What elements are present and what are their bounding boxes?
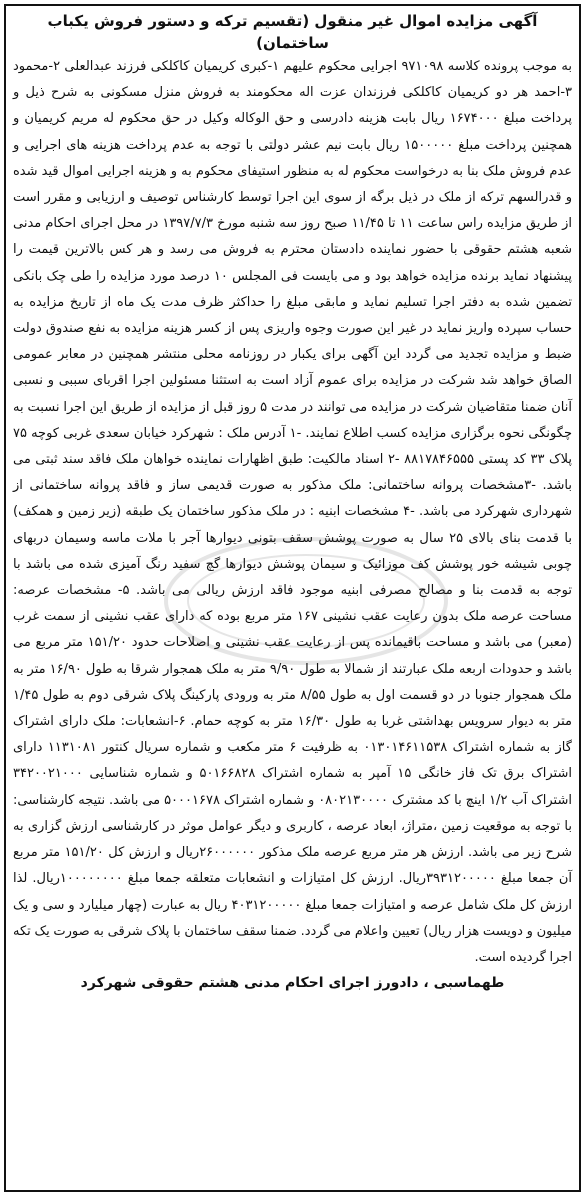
notice-signature: طهماسبی ، دادورز اجرای احکام مدنی هشتم حقوقی شهرکرد (80, 975, 505, 992)
notice-title: آگهی مزایده اموال غیر منقول (تقسیم ترکه و دستور فروش یکباب ساختمان) (47, 12, 538, 52)
auction-notice (4, 4, 581, 1192)
notice-body: به موجب پرونده کلاسه ۹۷۱۰۹۸ اجرایی محکوم علیهم ۱-کبری کریمیان کاکلکی فرزند عبدالعلی ۲-محمود ۳-احمد هر دو کریمیان کاکلکی فرزندان عزت اله محکومند به فروش منزل مسکونی به شرح ذیل و پرداخت مبلغ ۱۶۷۴۰۰۰ ریال بابت هزینه دادرسی و حق الوکاله وکیل در حق محکوم له مریم کریمیان و همچنین پرداخت مبلغ ۱۵۰۰۰۰۰ ریال بابت نیم عشر دولتی با توجه به عدم پرداخت هزینه های اجرایی و عدم فروش ملک بنا به درخواست محکوم له به منظور استیفای محکوم به و هزینه اجرایی اموال قید شده و قدرالسهم ترکه از ملک در ذیل برگه از سوی این اجرا توسط کارشناس توصیف و ارزیابی و مقرر است از طریق مزایده راس ساعت ۱۱ تا ۱۱/۴۵ صبح روز سه شنبه مورخ ۱۳۹۷/۷/۳ در محل اجرای احکام مدنی شعبه هشتم حقوقی با حضور نماینده دادستان محترم به فروش می رسد و هر کس بالاترین قیمت را پیشنهاد نماید برنده مزایده خواهد بود و می بایست فی المجلس ۱۰ درصد مورد مزایده را طی چک بانکی تضمین شده به دفتر اجرا تسلیم نماید و مابقی مبلغ را حداکثر ظرف مدت یک ماه از تاریخ مزایده به حساب سپرده واریز نماید در غیر این صورت وجوه واریزی پس از کسر هزینه مزایده به نفع صندوق دولت ضبط و مزایده تجدید می گردد این آگهی برای یکبار در روزنامه محلی منتشر همچنین در معابر عمومی الصاق خواهد شد شرکت در مزایده برای عموم آزاد است به استثنا مسئولین اجرا اقربای سببی و نسبی آنان ضمنا متقاضیان شرکت در مزایده می توانند در مدت ۵ روز قبل از مزایده از طریق این اجرا نسبت به چگونگی نحوه برگزاری مزایده کسب اطلاع نمایند. -۱ آدرس ملک : شهرکرد خیابان سعدی غربی کوچه ۷۵ پلاک ۳۳ کد پستی ۸۸۱۷۸۴۶۵۵۵ -۲ اسناد مالکیت: طبق اظهارات نماینده خواهان ملک فاقد سند ثبتی می باشد. -۳مشخصات پروانه ساختمانی: ملک مذکور به صورت قدیمی ساز و فاقد پروانه ساختمانی از شهرداری شهرکرد می باشد. -۴ مشخصات ابنیه : در ملک مذکور ساختمان یک طبقه (زیر زمین و همکف) با قدمت بنای بالای ۲۵ سال به صورت پوشش سقف بتونی دیوارها آجر با ملات ماسه وسیمان دربهای چوبی شیشه خور پوشش کف موزائیک و سیمان پوشش دیوارها گچ سفید رنگ آمیزی شده می باشد با توجه به قدمت بنا و مصالح مصرفی ابنیه موجود فاقد ارزش ریالی می باشد. ۵- مشخصات عرصه: مساحت عرصه ملک بدون رعایت عقب نشینی ۱۶۷ متر مربع بوده که دارای عقب نشینی از سمت غرب (معبر) می باشد و مساحت باقیمانده پس از رعایت عقب نشینی و اصلاحات حدود ۱۵۱/۲۰ متر مربع می باشد و حدودات اربعه ملک عبارتند از شمالا به طول ۹/۹۰ متر به ملک همجوار شرقا به طول ۱۶/۹۰ متر به ملک همجوار جنوبا در دو قسمت اول به طول ۸/۵۵ متر به ورودی پارکینگ پلاک شرقی دوم به طول ۱/۴۵ متر به دیوار سرویس بهداشتی غربا به طول ۱۶/۳۰ متر به کوچه حمام. ۶-انشعابات: ملک دارای اشتراک گاز به شماره اشتراک ۰۱۳۰۱۴۶۱۱۵۳۸ به ظرفیت ۶ متر مکعب و شماره سریال کنتور ۱۱۳۱۰۸۱ دارای اشتراک برق تک فاز خانگی ۱۵ آمپر به شماره اشتراک ۵۰۱۶۶۸۲۸ و شماره شناسایی ۳۴۲۰۰۲۱۰۰۰ اشتراک آب ۱/۲ اینچ با کد مشترک ۰۸۰۲۱۳۰۰۰۰ و شماره اشتراک ۵۰۰۰۱۶۷۸ می باشد. نتیجه کارشناسی: با توجه به موقعیت زمین ،متراژ، ابعاد عرصه ، کاربری و دیگر عوامل موثر در کارشناسی ارزش گزاری به شرح زیر می باشد. ارزش هر متر مربع عرصه ملک مذکور ۲۶۰۰۰۰۰۰ریال و ارزش کل ۱۵۱/۲۰ متر مربع آن جمعا مبلغ ۳۹۳۱۲۰۰۰۰۰ریال. ارزش کل امتیازات و انشعابات متعلقه جمعا مبلغ ۱۰۰۰۰۰۰۰۰ریال. لذا ارزش کل ملک شامل عرصه و امتیازات جمعا مبلغ ۴۰۳۱۲۰۰۰۰۰ ریال به عبارت (چهار میلیارد و سی و یک میلیون و دویست هزار ریال) تعیین واعلام می گردد. ضمنا سقف ساختمان با پلاک شرقی به صورت یک تکه اجرا گردیده است. (13, 59, 573, 965)
